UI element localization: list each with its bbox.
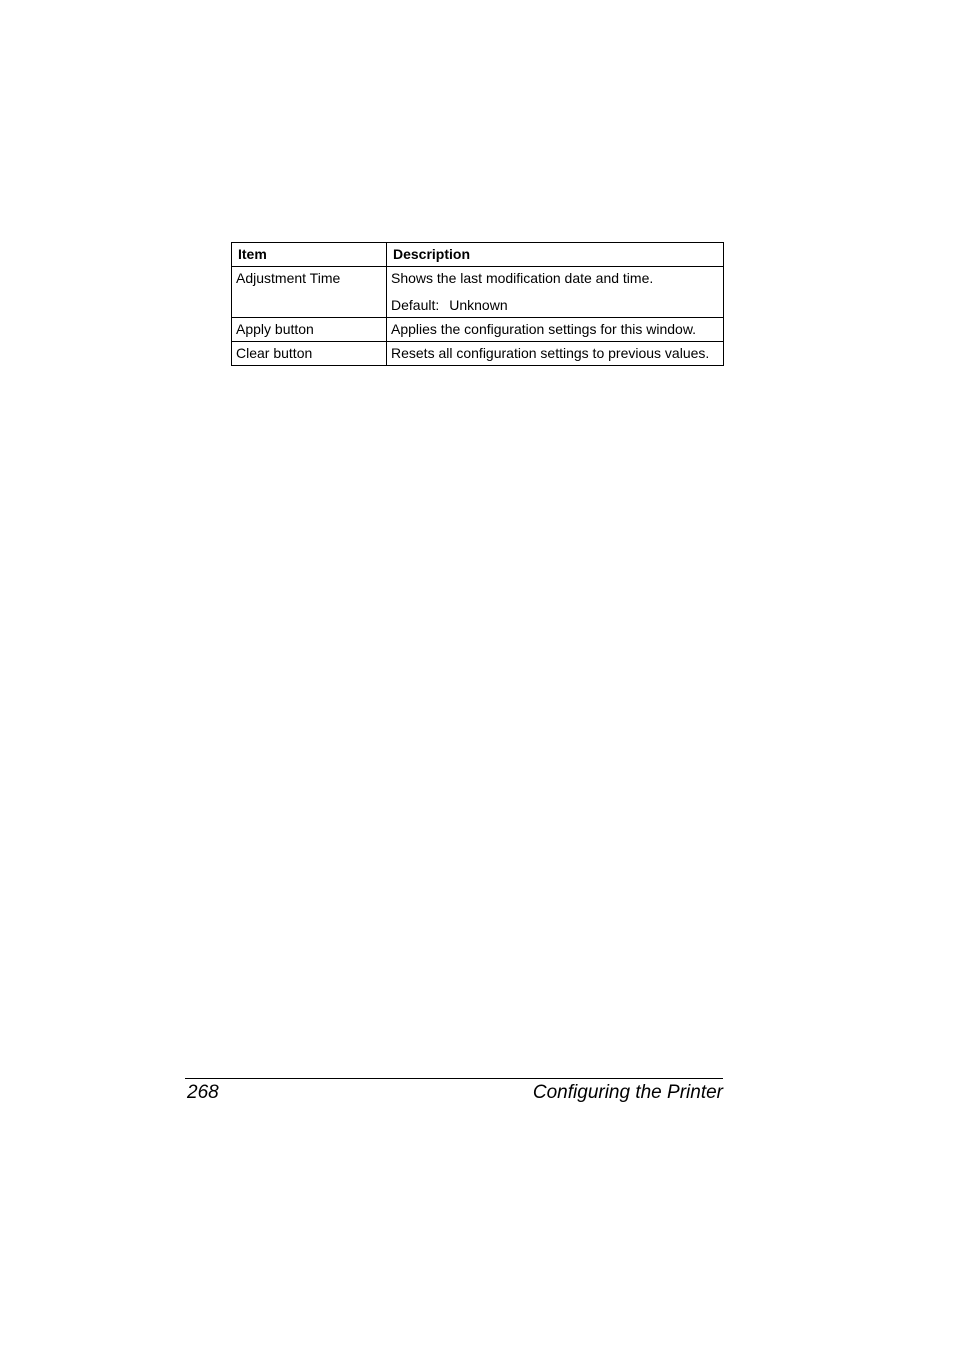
default-value: Unknown (449, 297, 508, 313)
table-header-row (232, 243, 724, 267)
table-cell-item: Adjustment Time (232, 267, 387, 318)
table-cell-description: Resets all configuration settings to previous values. (387, 342, 724, 366)
default-label: Default: (391, 297, 440, 313)
footer-divider (185, 1078, 723, 1079)
column-header-item: Item (232, 243, 387, 267)
table-row (232, 342, 724, 366)
column-header-description: Description (387, 243, 724, 267)
page-number: 268 (187, 1082, 219, 1103)
table-cell-description (387, 267, 724, 318)
table-cell-item: Clear button (232, 342, 387, 366)
table-row (232, 318, 724, 342)
default-line (391, 297, 719, 314)
table-cell-item: Apply button (232, 318, 387, 342)
section-title: Configuring the Printer (532, 1082, 723, 1103)
description-text: Shows the last modification date and time. (391, 270, 654, 286)
settings-table (231, 242, 724, 366)
table-row (232, 267, 724, 318)
table-cell-description: Applies the configuration settings for this window. (387, 318, 724, 342)
